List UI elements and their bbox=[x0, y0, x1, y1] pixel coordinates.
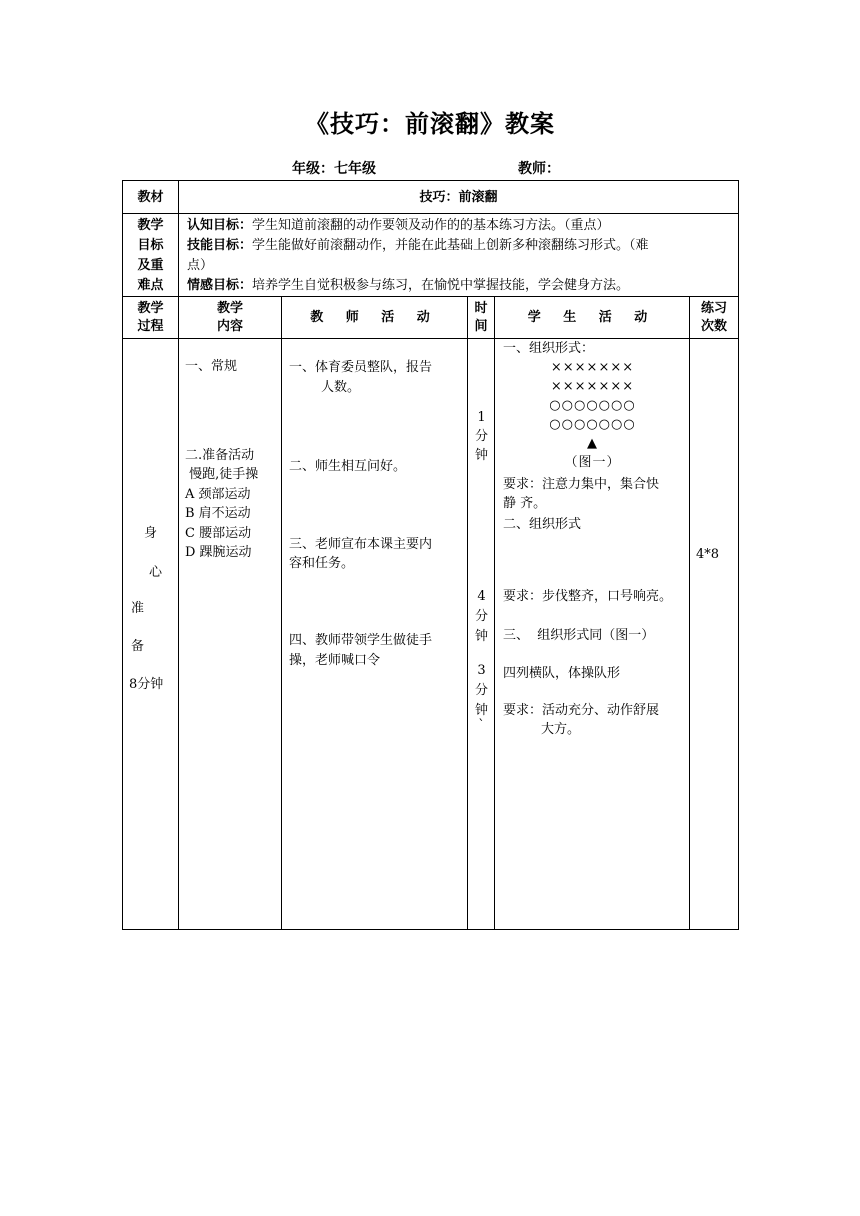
student-requirement: 静 齐。 bbox=[503, 496, 547, 511]
goals-row bbox=[123, 214, 739, 297]
student-requirement: 要求：注意力集中，集合快 bbox=[503, 477, 660, 492]
process-char: 身 bbox=[144, 526, 158, 541]
content-item: B 肩不运动 bbox=[185, 506, 251, 521]
material-row bbox=[123, 181, 739, 214]
document-title: 《技巧：前滚翻》教案 bbox=[305, 110, 555, 138]
header-line: 时 bbox=[474, 300, 488, 316]
goals-label-line: 难点 bbox=[137, 277, 164, 293]
time-char: 分 bbox=[474, 609, 488, 624]
reps-value: 4*8 bbox=[696, 547, 720, 562]
formation-row: ××××××× bbox=[550, 379, 635, 394]
formation-row: ○○○○○○○ bbox=[549, 398, 636, 413]
material-label: 教材 bbox=[123, 181, 179, 214]
formation-row: ××××××× bbox=[550, 360, 635, 375]
skill-goal-cont: 点） bbox=[187, 258, 214, 273]
header-line: 练习 bbox=[701, 300, 728, 316]
header-line: 内容 bbox=[216, 318, 243, 334]
teacher-step: 人数。 bbox=[321, 380, 361, 395]
teacher-step: 三、老师宣布本课主要内 bbox=[289, 537, 433, 552]
body-content bbox=[179, 339, 282, 930]
header-line: 教学 bbox=[216, 300, 243, 316]
content-item: D 踝腕运动 bbox=[185, 545, 252, 560]
time-char: 钟 bbox=[474, 629, 488, 644]
teacher-label: 教师： bbox=[518, 161, 560, 177]
time-block-2 bbox=[468, 587, 495, 647]
process-char: 备 bbox=[131, 639, 145, 654]
teacher-step: 容和任务。 bbox=[289, 556, 355, 571]
header-reps bbox=[690, 297, 739, 339]
student-step: 二、组织形式 bbox=[503, 517, 582, 532]
student-step: 四列横队，体操队形 bbox=[503, 666, 621, 681]
process-char: 准 bbox=[131, 601, 145, 616]
body-process bbox=[123, 339, 179, 930]
goals-label-line: 及重 bbox=[137, 257, 164, 273]
goals-label bbox=[123, 214, 179, 297]
student-step: 三、 组织形式同（图一） bbox=[503, 628, 655, 643]
header-line: 教学 bbox=[137, 300, 164, 316]
time-char: 分 bbox=[474, 429, 488, 444]
skill-goal-text: 学生能做好前滚翻动作，并能在此基础上创新多种滚翻练习形式。（难 bbox=[252, 238, 649, 253]
time-char: 3 bbox=[477, 663, 486, 678]
cognitive-goal bbox=[187, 216, 732, 236]
body-time bbox=[468, 339, 495, 930]
body-teacher-activity bbox=[282, 339, 468, 930]
teacher-step: 四、教师带领学生做徒手 bbox=[289, 633, 433, 648]
document-meta bbox=[0, 158, 860, 182]
teacher-step: 二、师生相互问好。 bbox=[289, 459, 407, 474]
header-line: 间 bbox=[474, 318, 488, 334]
time-char: 1 bbox=[477, 410, 486, 425]
content-item: 二.准备活动 bbox=[185, 448, 255, 463]
time-block-1 bbox=[468, 408, 495, 465]
header-row bbox=[123, 297, 739, 339]
body-row bbox=[123, 339, 739, 930]
formation-row: ○○○○○○○ bbox=[549, 417, 636, 432]
content-item: 慢跑,徒手操 bbox=[185, 467, 259, 482]
goals-content bbox=[179, 214, 739, 297]
goals-label-line: 目标 bbox=[137, 237, 164, 253]
content-item: C 腰部运动 bbox=[185, 526, 252, 541]
student-requirement: 要求：步伐整齐，口号响亮。 bbox=[503, 589, 673, 604]
header-line: 过程 bbox=[137, 318, 164, 334]
header-line: 次数 bbox=[701, 318, 728, 334]
teacher-marker-icon: ▲ bbox=[587, 436, 598, 451]
emotion-goal-text: 培养学生自觉积极参与练习，在愉悦中掌握技能，学会健身方法。 bbox=[252, 278, 630, 293]
cognitive-goal-text: 学生知道前滚翻的动作要领及动作的的基本练习方法。（重点） bbox=[252, 218, 610, 233]
emotion-goal-label: 情感目标： bbox=[187, 278, 253, 293]
formation-diagram bbox=[495, 358, 690, 472]
header-student-activity: 学 生 活 动 bbox=[495, 297, 690, 339]
skill-goal bbox=[187, 236, 732, 256]
body-reps bbox=[690, 339, 739, 930]
goals-label-line: 教学 bbox=[137, 217, 164, 233]
emotion-goal bbox=[187, 276, 732, 296]
header-process bbox=[123, 297, 179, 339]
student-requirement: 要求：活动充分、动作舒展 bbox=[503, 703, 660, 718]
content-item: 一、常规 bbox=[185, 359, 238, 374]
header-teacher-activity: 教 师 活 动 bbox=[282, 297, 468, 339]
material-value: 技巧：前滚翻 bbox=[179, 181, 739, 214]
time-char: ` bbox=[478, 718, 485, 733]
time-char: 钟 bbox=[474, 703, 488, 718]
time-block-3 bbox=[468, 661, 495, 731]
teacher-step: 操，老师喊口令 bbox=[289, 653, 381, 668]
skill-goal-label: 技能目标： bbox=[187, 238, 253, 253]
process-duration: 8分钟 bbox=[129, 677, 164, 692]
process-char: 心 bbox=[149, 565, 163, 580]
body-student-activity bbox=[495, 339, 690, 930]
header-content bbox=[179, 297, 282, 339]
lesson-plan-table bbox=[122, 180, 739, 930]
time-char: 4 bbox=[477, 589, 486, 604]
grade-label: 年级：七年级 bbox=[292, 161, 376, 177]
cognitive-goal-label: 认知目标： bbox=[187, 218, 253, 233]
time-char: 钟 bbox=[474, 448, 488, 463]
student-step: 一、组织形式： bbox=[503, 341, 595, 356]
content-item: A 颈部运动 bbox=[185, 487, 251, 502]
teacher-step: 一、体育委员整队，报告 bbox=[289, 360, 433, 375]
header-time bbox=[468, 297, 495, 339]
figure-caption: （图一） bbox=[564, 455, 621, 470]
student-requirement: 大方。 bbox=[541, 722, 581, 737]
time-char: 分 bbox=[474, 683, 488, 698]
